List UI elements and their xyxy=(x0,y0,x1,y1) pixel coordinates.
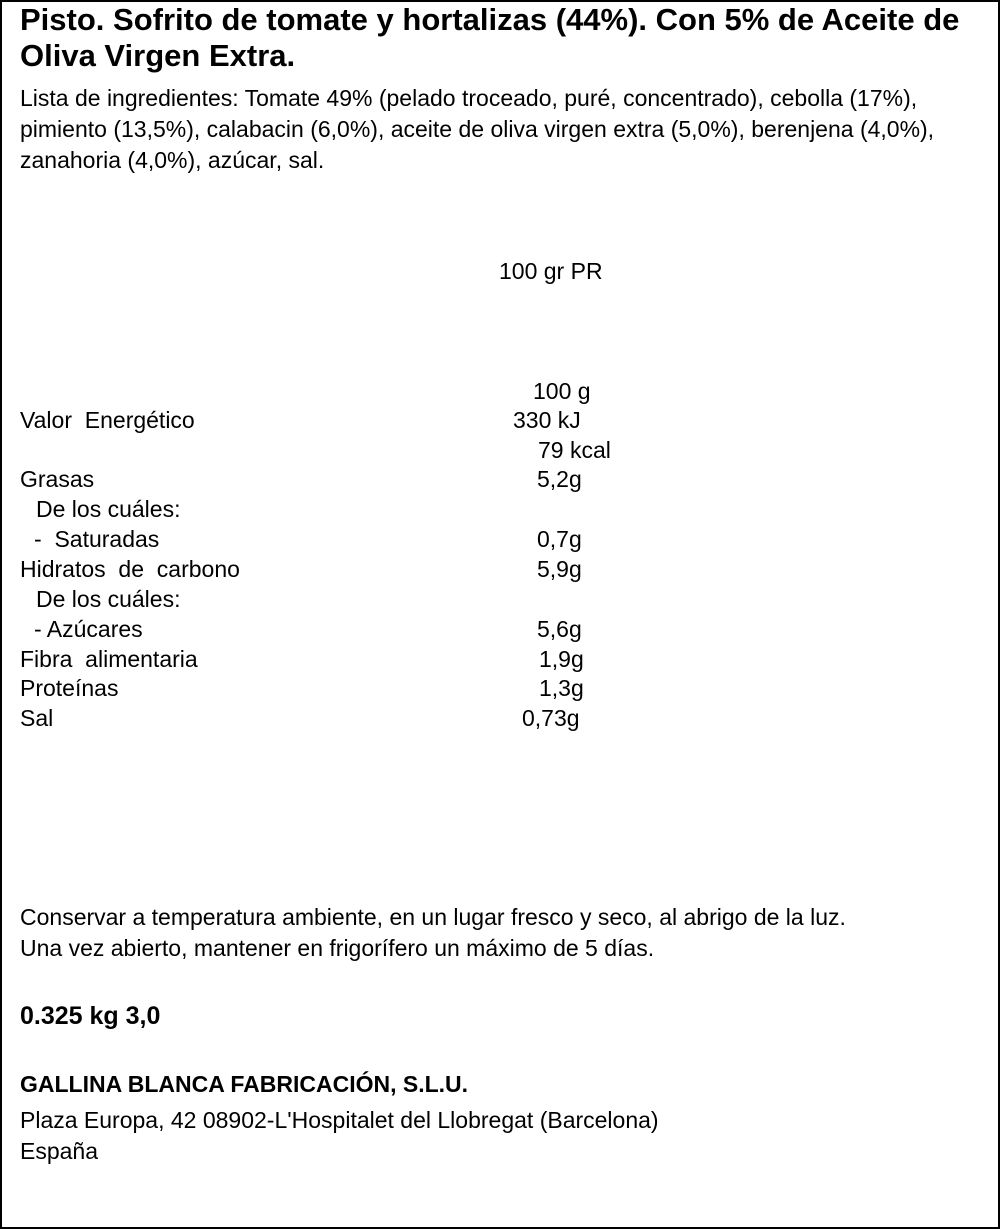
nutrition-value-saturated: 0,7g xyxy=(537,526,582,552)
nutrition-column-header: 100 g xyxy=(533,378,591,404)
nutrition-value-kcal: 79 kcal xyxy=(538,437,611,463)
nutrition-value-salt: 0,73g xyxy=(522,705,580,731)
nutrition-value-carbs: 5,9g xyxy=(537,556,582,582)
net-weight: 0.325 kg 3,0 xyxy=(20,1002,161,1030)
nutrition-label-energy: Valor Energético xyxy=(20,407,195,433)
nutrition-value-protein: 1,3g xyxy=(539,675,584,701)
storage-line-2: Una vez abierto, mantener en frigorífero un máximo de 5 días. xyxy=(20,935,655,961)
manufacturer-address: Plaza Europa, 42 08902-L'Hospitalet del Llobregat (Barcelona) xyxy=(20,1107,659,1133)
storage-instructions xyxy=(20,902,995,964)
nutrition-value-fat: 5,2g xyxy=(537,466,582,492)
nutrition-value-sugars: 5,6g xyxy=(537,616,582,642)
nutrition-label-fat: Grasas xyxy=(20,466,95,492)
manufacturer-address-block xyxy=(20,1105,659,1167)
nutrition-label-sugars: - Azúcares xyxy=(34,616,143,642)
nutrition-basis: 100 gr PR xyxy=(499,258,603,284)
manufacturer-name: GALLINA BLANCA FABRICACIÓN, S.L.U. xyxy=(20,1071,469,1097)
nutrition-label-carbs: Hidratos de carbono xyxy=(20,556,240,582)
nutrition-label-of-which: De los cuáles: xyxy=(36,496,181,522)
manufacturer-country: España xyxy=(20,1138,99,1164)
nutrition-value-kj: 330 kJ xyxy=(513,407,581,433)
storage-line-1: Conservar a temperatura ambiente, en un lugar fresco y seco, al abrigo de la luz. xyxy=(20,904,846,930)
ingredients-list: Lista de ingredientes: Tomate 49% (pelado troceado, puré, concentrado), cebolla (17%), pimiento (13,5%), calabacin (6,0%), aceite de oliva virgen extra (5,0%), berenjena (4,0%), zanahoria (4,0%), azúcar, sal. xyxy=(20,85,935,173)
nutrition-label-of-which-2: De los cuáles: xyxy=(36,586,181,612)
nutrition-label-protein: Proteínas xyxy=(20,675,119,701)
nutrition-label-saturated: - Saturadas xyxy=(34,526,160,552)
nutrition-label-salt: Sal xyxy=(20,705,54,731)
nutrition-value-fibre: 1,9g xyxy=(539,646,584,672)
product-title: Pisto. Sofrito de tomate y hortalizas (44%). Con 5% de Aceite de Oliva Virgen Extra. xyxy=(20,2,960,73)
nutrition-label-fibre: Fibra alimentaria xyxy=(20,646,198,672)
